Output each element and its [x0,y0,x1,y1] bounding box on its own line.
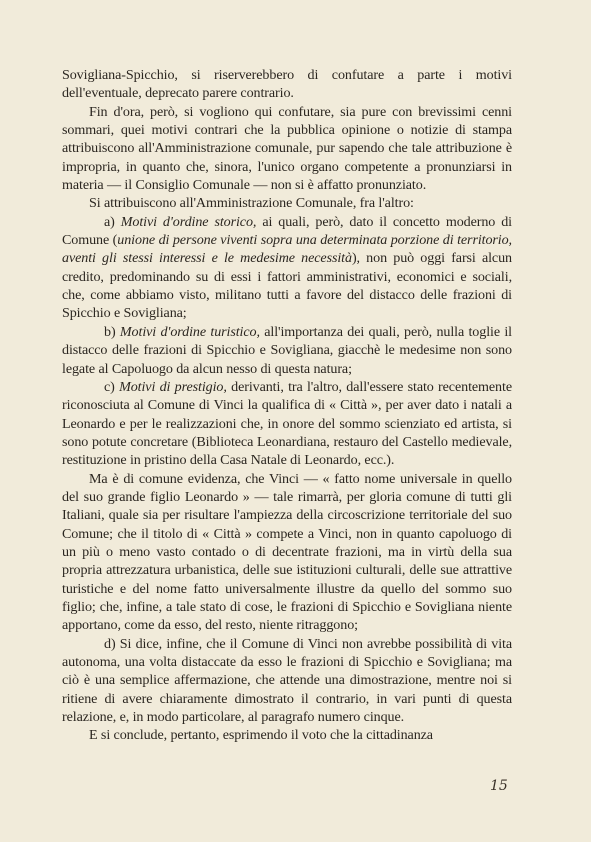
page-number: 15 [490,778,508,794]
paragraph-list-lead: Si attribuiscono all'Amministrazione Comunale, fra l'altro: [89,195,414,212]
list-item-c [62,378,512,470]
list-item-title: Motivi d'ordine turistico, [119,323,260,340]
paragraph-intro: Fin d'ora, però, si vogliono qui confutare, sia pure con brevissimi cenni sommari, quei motivi contrari che la pubblica opinione o notizie di stampa attribuiscono all'Amministrazione comunale, pur sapendo che tale attribuzione è impropria, in quanto che, sinora, l'unico organo competente a pronunziarsi in materia — il Consiglio Comunale — non si è affatto pronunziato. [62,103,512,194]
list-marker: b) [104,323,116,340]
document-body [62,66,512,745]
list-item-title: Motivi d'ordine storico, [120,213,257,230]
list-item-title: Motivi di prestigio, [119,378,227,395]
list-item-text: derivanti, tra l'altro, dall'essere stato recentemente riconosciuta al Comune di Vinci la qualifica di « Città », per aver dato i natali a Leonardo e per le realizzazioni che, in onore del sommo scienziato ed artista, si sono potute concretare (Biblioteca Leonardiana, restauro del Castello medievale, restituzione in pristino della Casa Natale di Leonardo, ecc.). [62,378,512,469]
paragraph-conclusion: E si conclude, pertanto, esprimendo il voto che la cittadinanza [89,727,433,744]
paragraph-continuation: Soviglianа-Spicchio, si riserverebbero di confutare a parte i motivi dell'eventuale, deprecato parere contrario. [62,67,512,102]
list-marker: d) [104,635,116,652]
list-item-d [62,635,512,727]
list-item-a [62,213,512,323]
list-item-text: all'importanza dei quali, però, nulla toglie il distacco delle frazioni di Spicchio e Sovigliana, giacchè le medesime non sono legate al Capoluogo da alcun nesso di questa natura; [62,323,512,377]
list-marker: c) [104,378,115,395]
list-item-b [62,323,512,378]
list-item-text: ai quali, però, dato il concetto moderno di Comune ( [62,213,512,249]
list-item-text: Si dice, infine, che il Comune di Vinci non avrebbe possibilità di vita autonoma, una volta distaccate da esso le frazioni di Spicchio e Sovigliana; ma ciò è una semplice affermazione, che attende una dimostrazione, mentre noi si ritiene di avere chiaramente dimostrato il contrario, in vari punti di questa relazione, e, in modo particolare, al paragrafo numero cinque. [62,635,512,726]
list-marker: a) [104,213,115,230]
list-item-italic-definition: unione di persone viventi sopra una determinata porzione di territorio, aventi gli stessi interessi e le medesime necessità [62,232,512,267]
list-item-text: ), non può oggi farsi alcun credito, predominando su di essi i fattori amministrativi, economici e sociali, che, come abbiamo visto, militano tutti a favore del distacco delle frazioni di Spicchio e Sovigliana; [62,250,512,322]
paragraph-argument: Ma è di comune evidenza, che Vinci — « fatto nome universale in quello del suo grande figlio Leonardo » — tale rimarrà, per gloria comune di tutti gli Italiani, quale sia per risultare l'ampiezza della circoscrizione territoriale del suo Comune; che il titolo di « Città » compete a Vinci, non in quanto capoluogo di un più o meno vasto contado o di decentrate frazioni, ma in virtù della sua propria attrezzatura urbanistica, delle sue istituzioni culturali, delle sue attrattive turistiche e del nome fatto universalmente illustre da quello del sommo suo figlio; che, infine, a tale stato di cose, le frazioni di Spicchio e Sovigliana niente apportano, come da esso, del resto, niente ritraggono; [62,470,512,634]
